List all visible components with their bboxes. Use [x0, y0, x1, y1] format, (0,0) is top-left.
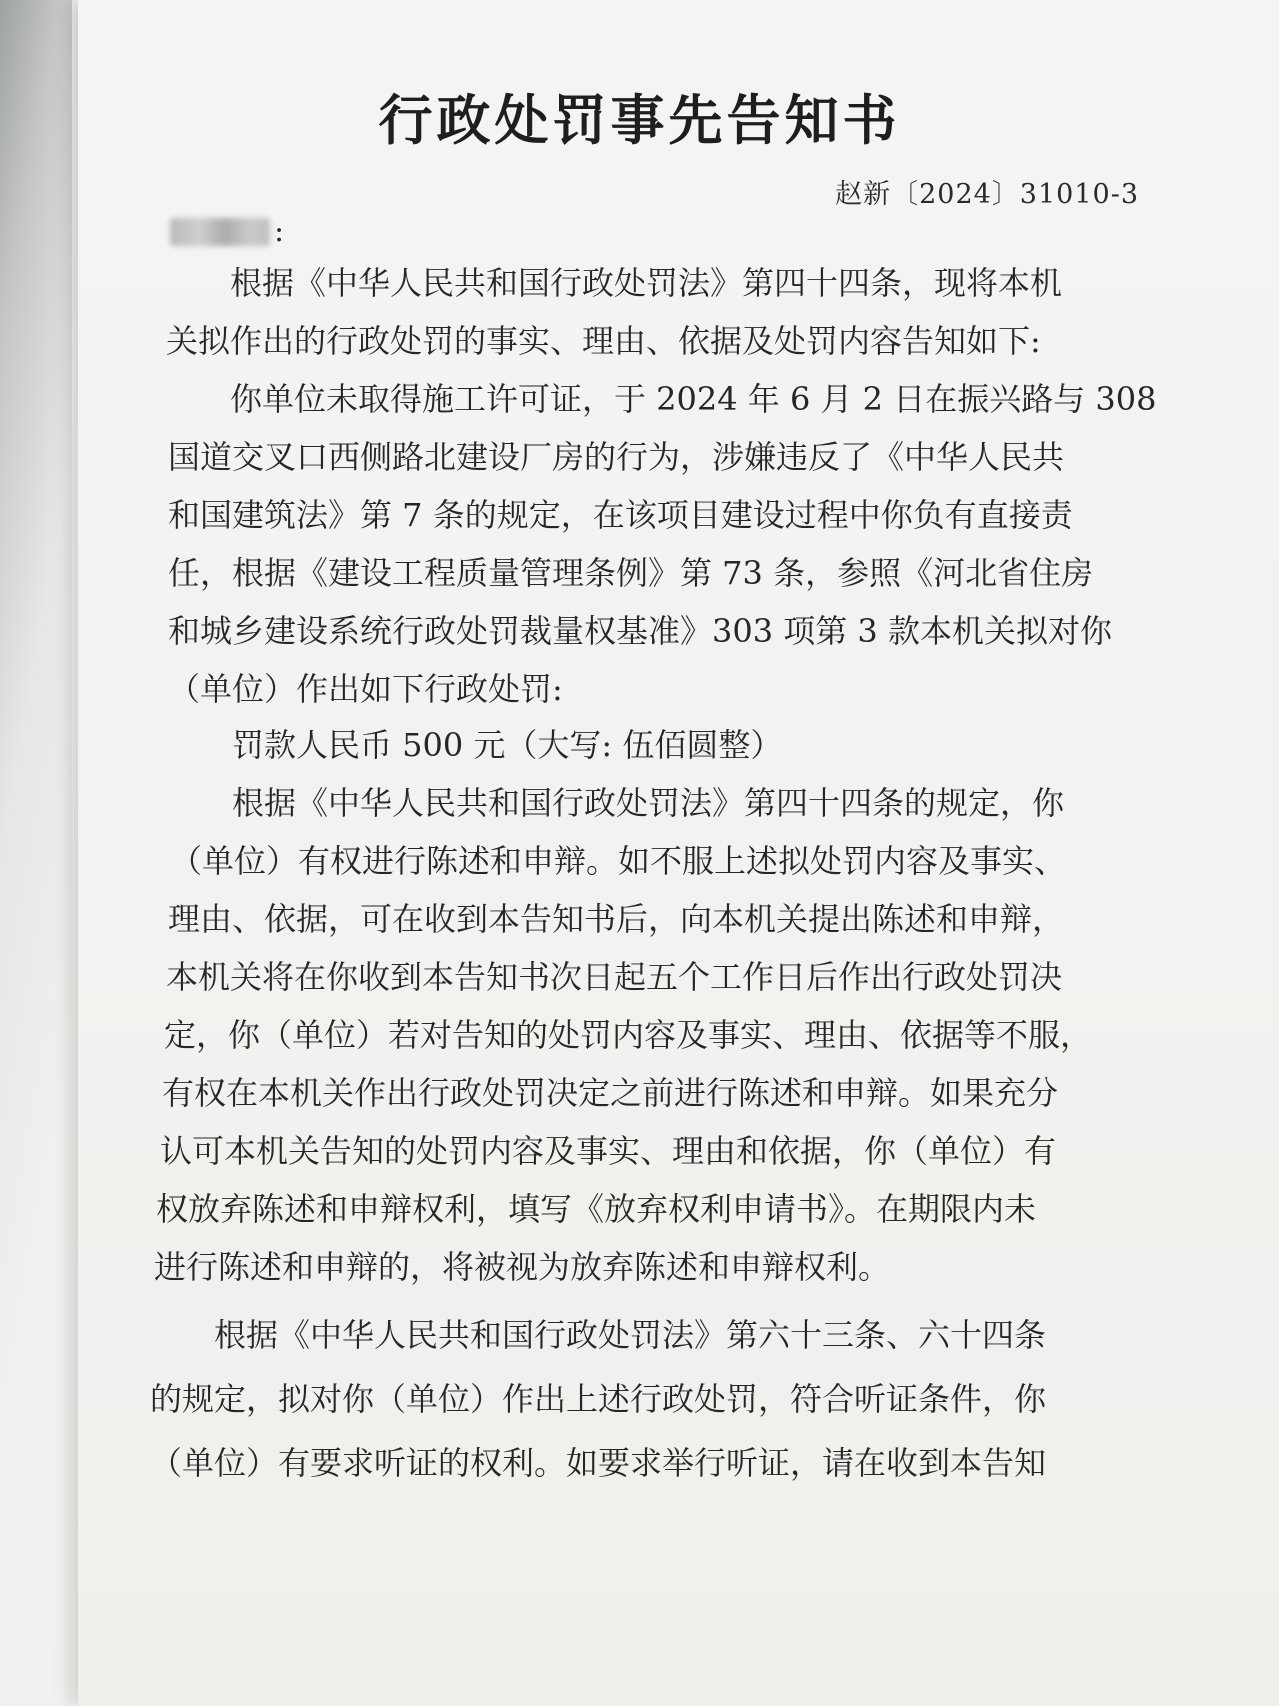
- body-line: 和国建筑法》第 7 条的规定，在该项目建设过程中你负有直接责: [168, 496, 1073, 534]
- body-line: （单位）作出如下行政处罚:: [168, 670, 563, 708]
- document-number: 赵新〔2024〕31010-3: [835, 179, 1139, 210]
- body-line: 国道交叉口西侧路北建设厂房的行为，涉嫌违反了《中华人民共: [168, 438, 1065, 476]
- body-line: 进行陈述和申辩的，将被视为放弃陈述和申辩权利。: [154, 1248, 891, 1286]
- body-line: 的规定，拟对你（单位）作出上述行政处罚，符合听证条件，你: [150, 1380, 1047, 1418]
- body-line: 根据《中华人民共和国行政处罚法》第六十三条、六十四条: [214, 1316, 1047, 1354]
- body-line: 任，根据《建设工程质量管理条例》第 73 条，参照《河北省住房: [168, 554, 1094, 592]
- body-line: 权放弃陈述和申辩权利，填写《放弃权利申请书》。在期限内未: [156, 1190, 1037, 1228]
- body-line: （单位）有要求听证的权利。如要求举行听证，请在收到本告知: [150, 1444, 1047, 1482]
- body-line: 你单位未取得施工许可证，于 2024 年 6 月 2 日在振兴路与 308: [230, 380, 1157, 418]
- salutation-colon: :: [274, 214, 285, 249]
- body-line: 根据《中华人民共和国行政处罚法》第四十四条，现将本机: [230, 264, 1063, 302]
- document-title: 行政处罚事先告知书: [378, 88, 901, 152]
- body-line: 关拟作出的行政处罚的事实、理由、依据及处罚内容告知如下:: [166, 322, 1041, 360]
- fine-amount-line: 罚款人民币 500 元（大写: 伍佰圆整）: [232, 726, 783, 764]
- redacted-recipient-name: [170, 218, 270, 246]
- body-line: 根据《中华人民共和国行政处罚法》第四十四条的规定，你: [232, 784, 1065, 822]
- body-line: （单位）有权进行陈述和申辩。如不服上述拟处罚内容及事实、: [170, 842, 1067, 880]
- salutation: [170, 214, 284, 249]
- body-line: 定，你（单位）若对告知的处罚内容及事实、理由、依据等不服，: [164, 1016, 1093, 1054]
- body-line: 本机关将在你收到本告知书次日起五个工作日后作出行政处罚决: [166, 958, 1063, 996]
- body-line: 理由、依据，可在收到本告知书后，向本机关提出陈述和申辩，: [168, 900, 1065, 938]
- body-line: 认可本机关告知的处罚内容及事实、理由和依据，你（单位）有: [160, 1132, 1057, 1170]
- body-line: 和城乡建设系统行政处罚裁量权基准》303 项第 3 款本机关拟对你: [168, 612, 1112, 650]
- body-line: 有权在本机关作出行政处罚决定之前进行陈述和申辩。如果充分: [162, 1074, 1059, 1112]
